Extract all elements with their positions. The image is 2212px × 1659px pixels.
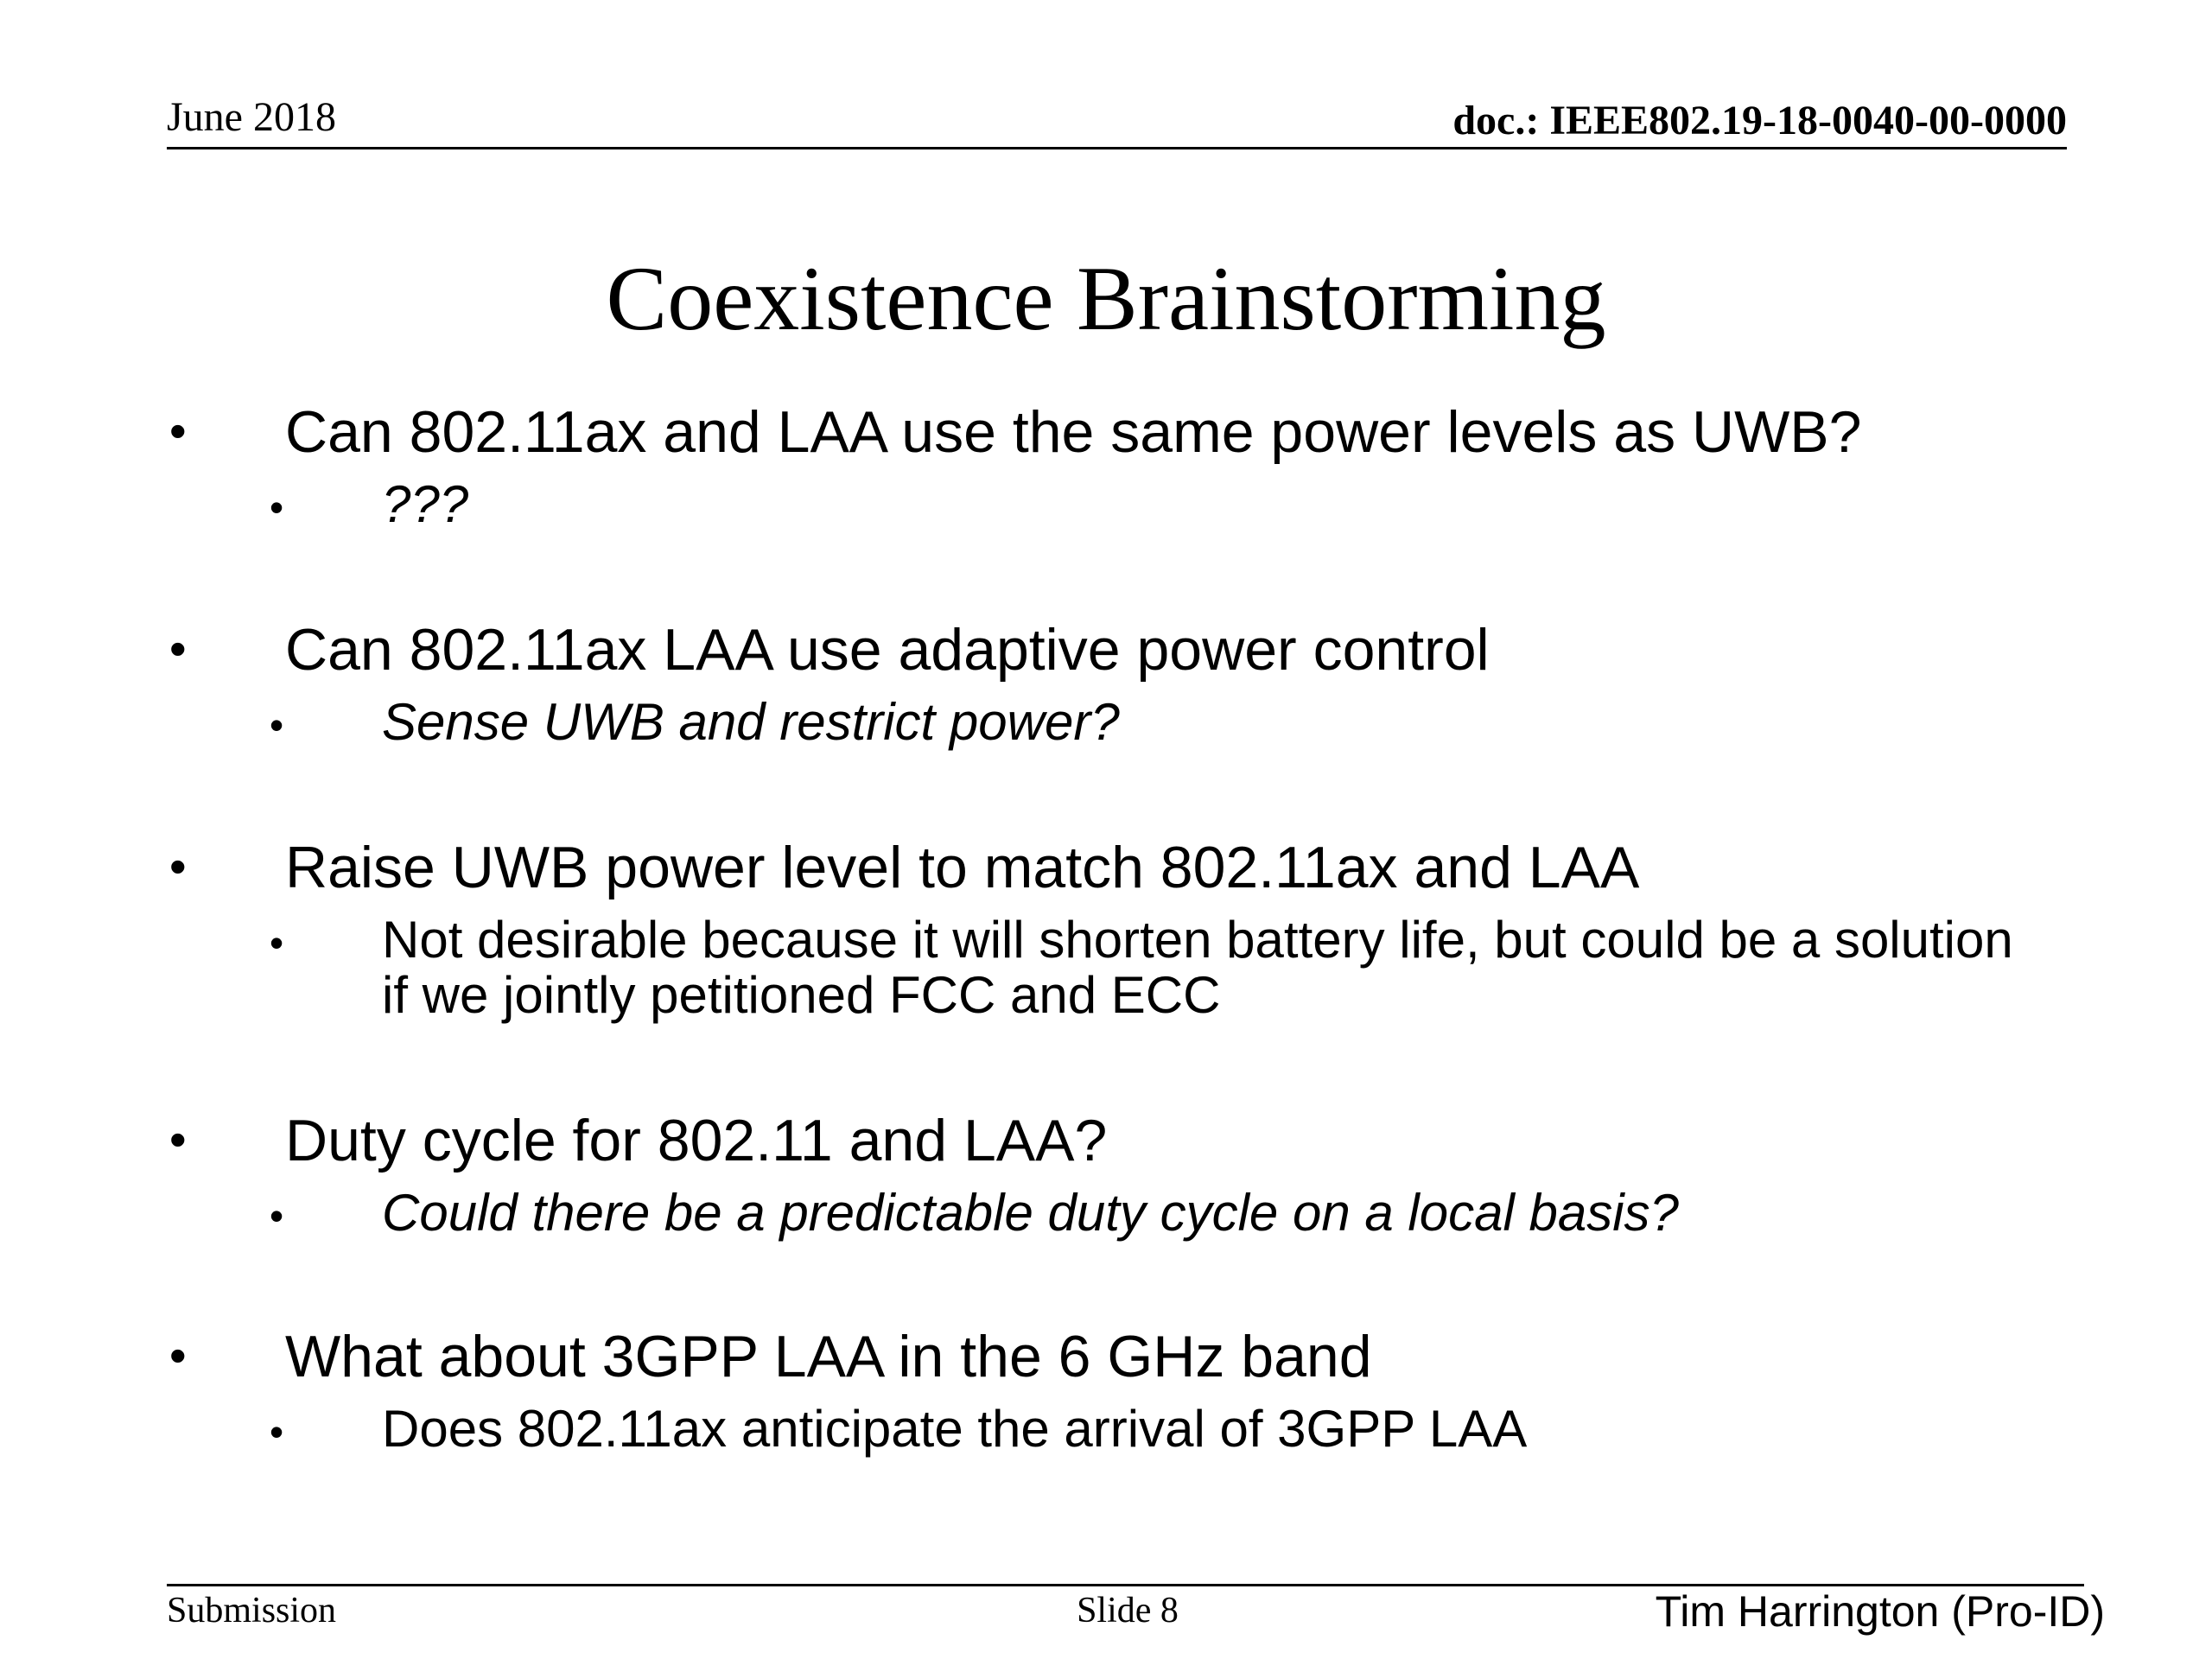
bullet-item-2: Can 802.11ax LAA use adaptive power control <box>285 617 1490 683</box>
sub-bullet-marker: • <box>270 702 284 747</box>
sub-bullet-marker: • <box>270 1409 284 1454</box>
header-doc-id: doc.: IEEE802.19-18-0040-00-0000 <box>1452 98 2067 143</box>
sub-bullet-marker: • <box>270 920 284 965</box>
bullet-marker: • <box>169 839 187 893</box>
footer-submission: Submission <box>167 1591 337 1630</box>
sub-item-3: Not desirable because it will shorten battery life, but could be a solution if we jointly petitioned FCC and ECC <box>382 911 2013 1024</box>
bullet-marker: • <box>169 404 187 458</box>
bullet-item-3: Raise UWB power level to match 802.11ax and LAA <box>285 835 1640 900</box>
sub-bullet-marker: • <box>270 485 284 530</box>
bullet-marker: • <box>169 1328 187 1382</box>
sub-item-1: ??? <box>382 475 469 533</box>
footer-slide-number: Slide 8 <box>1077 1591 1179 1630</box>
footer-author: Tim Harrington (Pro-ID) <box>1655 1587 2105 1636</box>
bullet-marker: • <box>169 1112 187 1166</box>
bullet-item-4: Duty cycle for 802.11 and LAA? <box>285 1108 1108 1173</box>
slide-title: Coexistence Brainstorming <box>606 248 1606 349</box>
header-date: June 2018 <box>167 94 336 140</box>
sub-item-4: Could there be a predictable duty cycle on a local basis? <box>382 1184 1679 1242</box>
sub-bullet-marker: • <box>270 1193 284 1238</box>
bullet-item-1: Can 802.11ax and LAA use the same power levels as UWB? <box>285 399 1862 465</box>
sub-item-5: Does 802.11ax anticipate the arrival of 3GPP LAA <box>382 1400 1528 1458</box>
bullet-marker: • <box>169 621 187 676</box>
sub-item-2: Sense UWB and restrict power? <box>382 693 1120 751</box>
bullet-item-5: What about 3GPP LAA in the 6 GHz band <box>285 1324 1372 1389</box>
